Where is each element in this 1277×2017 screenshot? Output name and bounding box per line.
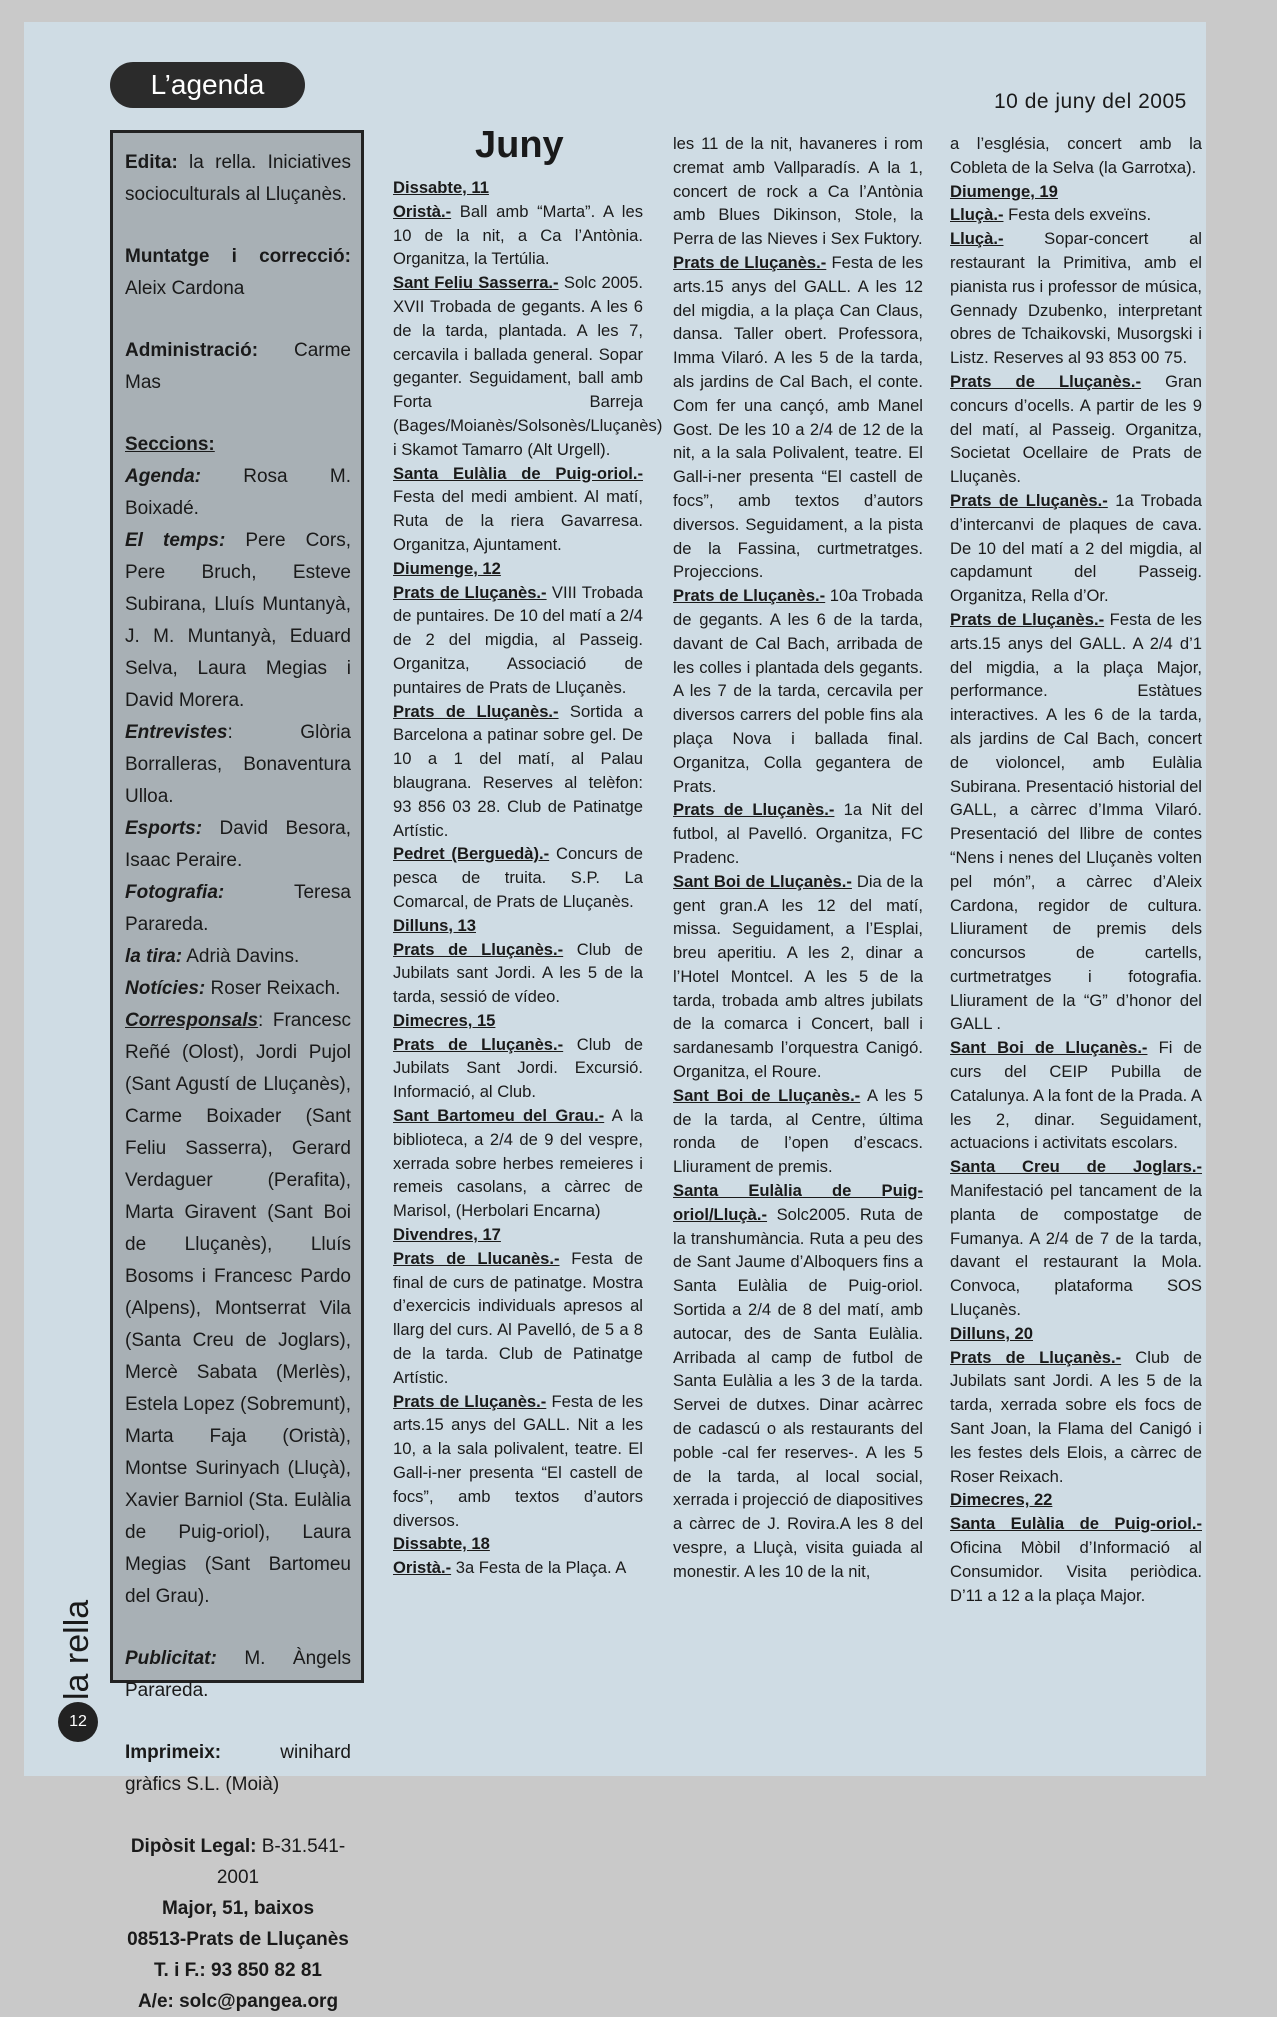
agenda-entry <box>673 1179 923 1584</box>
agenda-column-2 <box>673 132 923 1584</box>
agenda-entry-text: 1a Trobada d’intercanvi de plaques de cava. De 10 del matí a 2 del migdia, al capdamunt del Passeig. Organitza, Rella d’Or. <box>950 490 1202 606</box>
agenda-column-3 <box>950 132 1202 1607</box>
month-title: Juny <box>475 124 564 166</box>
credit-legal: Dipòsit Legal: B-31.541-2001 Major, 51, baixos 08513-Prats de Lluçanès T. i F.: 93 850 82 81 A/e: solc@pangea.org <box>125 1831 351 2017</box>
agenda-entry-text: Solc2005. Ruta de la transhumància. Ruta a peu des de Sant Jaume d’Alboquers fins a Santa Eulàlia de Puig-oriol. Sortida a 2/4 de 8 del matí, amb autocar, des de Santa Eulàlia. Arribada al camp de futbol de Santa Eulàlia a les 3 de la tarda. Servei de dutxes. Dinar acàrrec de cadascú o als restaurants del poble -cal fer reserves-. A les 5 de la tarda, al local social, xerrada i projecció de diapositives a càrrec de J. Rovira.A les 8 del vespre, a Lluçà, visita guiada al monestir. A les 10 de la nit, <box>673 1204 923 1581</box>
agenda-entry <box>393 842 643 913</box>
agenda-entry <box>393 700 643 843</box>
agenda-entry-place: Prats de Lluçanès.- <box>393 701 559 721</box>
agenda-entry <box>950 370 1202 489</box>
agenda-entry-place: Prats de Lluçanès.- <box>673 252 827 272</box>
agenda-entry-place: Prats de Lluçanès.- <box>393 939 564 959</box>
agenda-day-heading: Dissabte, 18 <box>393 1534 490 1554</box>
agenda-entry-text: Concurs de pesca de truita. S.P. La Comarcal, de Prats de Lluçanès. <box>393 844 644 911</box>
agenda-day-heading: Dimecres, 22 <box>950 1490 1053 1510</box>
agenda-day-heading: Diumenge, 12 <box>393 558 501 578</box>
agenda-entry <box>393 1104 643 1223</box>
agenda-entry-text: Festa de les arts.15 anys del GALL. Nit a les 10, a la sala polivalent, teatre. El Gall-i-ner presenta “El castell de focs”, amb textos d’autors diversos. <box>393 1391 643 1530</box>
agenda-entry-place: Prats de Lluçanès.- <box>950 371 1142 391</box>
agenda-day-heading: Dilluns, 20 <box>950 1323 1033 1343</box>
agenda-entry-text: Club de Jubilats sant Jordi. A les 5 de la tarda, sessió de vídeo. <box>393 939 643 1007</box>
agenda-entry-place: Prats de Lluçanès.- <box>393 1034 564 1054</box>
agenda-entry <box>950 1036 1202 1155</box>
agenda-entry-text: Manifestació pel tancament de la planta de compostatge de Fumanya. A 2/4 de 7 de la tarda, davant el restaurant la Mola. Convoca, plataforma SOS Lluçanès. <box>950 1181 1202 1320</box>
agenda-entry-place: Lluçà.- <box>950 229 1004 249</box>
agenda-entry-text: A la biblioteca, a 2/4 de 9 del vespre, xerrada sobre herbes remeieres i remeis casolans, a càrrec de Marisol, (Herbolari Encarna) <box>393 1106 643 1221</box>
agenda-entry <box>950 608 1202 1036</box>
agenda-entry-place: Santa Eulàlia de Puig-oriol/Lluçà.- <box>673 1181 923 1224</box>
agenda-entry <box>393 271 663 461</box>
agenda-entry-text: Festa de les arts.15 anys del GALL. A les 12 del migdia, a la plaça Can Claus, dansa. Taller obert. Professora, Imma Vilaró. A les 5 de la tarda, als jardins de Cal Bach, el conte. Com fer una cançó, amb Manel Gost. De les 10 a 2/4 de 12 de la nit, a la sala Polivalent, teatre. El Gall-i-ner presenta “El castell de focs”, amb textos d’autors diversos. Seguidament, a la pista de la Fassina, curtmetratges. Projeccions. <box>673 252 923 582</box>
agenda-entry-place: Prats de Lluçanès.- <box>950 1347 1122 1367</box>
agenda-entry-place: Prats de Lluçanès.- <box>393 1391 547 1411</box>
agenda-entry-text: VIII Trobada de puntaires. De 10 del matí a 2/4 de 2 del migdia, al Passeig. Organitza, Associació de puntaires de Prats de Lluçanès. <box>393 582 643 697</box>
credit-edita: Edita: la rella. Iniciatives socioculturals al Lluçanès. <box>125 152 351 205</box>
agenda-entry <box>950 1512 1202 1607</box>
address-line-1: Major, 51, baixos <box>161 1898 315 1919</box>
credit-publicitat: Publicitat: M. Àngels Parareda. <box>125 1648 351 1701</box>
agenda-entry-text: Ball amb “Marta”. A les 10 de la nit, a Ca l’Antònia. Organitza, la Tertúlia. <box>393 201 643 269</box>
agenda-entry <box>673 870 923 1084</box>
agenda-entry-text: a l’església, concert amb la Cobleta de la Selva (la Garrotxa). <box>950 134 1202 177</box>
credit-muntatge: Muntatge i correcció: Aleix Cardona <box>125 246 351 299</box>
agenda-entry <box>950 1346 1202 1489</box>
agenda-entry <box>673 251 923 584</box>
agenda-entry <box>950 1155 1202 1322</box>
agenda-entry-place: Pedret (Berguedà).- <box>393 844 550 864</box>
agenda-entry-place: Sant Boi de Lluçanès.- <box>673 1085 861 1105</box>
agenda-entry-text: Festa del medi ambient. Al matí, Ruta de la riera Gavarresa. Organitza, Ajuntament. <box>393 487 643 554</box>
agenda-entry <box>393 1033 643 1104</box>
agenda-entry-text: Festa de les arts.15 anys del GALL. A 2/4 d’1 del migdia, a la plaça Major, performance. Estàtues interactives. A les 6 de la tarda, als jardins de Cal Bach, concert de violoncel, amb Eulàlia Subirana. Presentació historial del GALL, a càrrec d’Imma Vilaró. Presentació del llibre de contes “Nens i nenes del Lluçanès volten pel món”, a càrrec d’Aleix Cardona, regidor de cultura. Lliurament de premis dels concursos de cartells, curtmetratges i fotografia. Lliurament de la “G” d’honor del GALL . <box>950 609 1202 1034</box>
agenda-entry-text: les 11 de la nit, havaneres i rom cremat amb Vallparadís. A la 1, concert de rock a Ca l’Antònia amb Blues Dikinson, Stole, la Perra de las Nieves i Sex Fuktory. <box>673 134 923 249</box>
page-number: 12 <box>58 1702 98 1742</box>
agenda-entry-place: Prats de Llucanès.- <box>393 1248 560 1268</box>
agenda-entry <box>950 203 1202 227</box>
agenda-entry-place: Sant Boi de Lluçanès.- <box>673 871 852 891</box>
agenda-entry <box>673 132 923 251</box>
agenda-entry-place: Santa Eulàlia de Puig-oriol.- <box>393 463 643 483</box>
agenda-entry-place: Santa Eulàlia de Puig-oriol.- <box>950 1514 1202 1534</box>
agenda-entry-place: Prats de Lluçanès.- <box>950 609 1105 629</box>
agenda-entry-text: Dia de la gent gran.A les 12 del matí, missa. Seguidament, a l’Esplai, breu aperitiu. A les 2, dinar a l’Hotel Montcel. A les 5 de la tarda, trobada amb altres jubilats de la comarca i Concert, ball i sardanesamb l’orquestra Canigó. Organitza, el Roure. <box>673 871 923 1082</box>
agenda-entry-text: Sopar-concert al restaurant la Primitiva, amb el pianista rus i professor de música, Gennady Dzubenko, interpretant obres de Tchaikovski, Musorgski i Listz. Reserves al 93 853 00 75. <box>950 229 1202 368</box>
agenda-entry-text: 10a Trobada de gegants. A les 6 de la tarda, davant de Cal Bach, arribada de les colles i plantada dels gegants. A les 7 de la tarda, cercavila per diversos carrers del poble fins ala plaça Nova i ballada final. Organitza, Colla gegantera de Prats. <box>673 586 923 796</box>
agenda-entry <box>393 1247 643 1390</box>
agenda-entry-place: Prats de Lluçanès.- <box>673 586 826 606</box>
agenda-entry-place: Oristà.- <box>393 201 452 221</box>
agenda-entry <box>393 1556 643 1580</box>
agenda-day-heading: Diumenge, 19 <box>950 181 1058 201</box>
agenda-day-heading: Dimecres, 15 <box>393 1010 496 1030</box>
credits-box <box>110 130 364 2012</box>
agenda-entry-text: Fi de curs del CEIP Pubilla de Catalunya. A la font de la Prada. A les 2, dinar. Seguidament, actuacions i activitats escolars. <box>950 1038 1202 1153</box>
agenda-entry-place: Santa Creu de Joglars.- <box>950 1157 1202 1177</box>
address-line-2: 08513-Prats de Lluçanès <box>127 1929 349 1950</box>
agenda-entry-text: Gran concurs d’ocells. A partir de les 9 del matí, al Passeig. Organitza, Societat Ocellaire de Prats de Lluçanès. <box>950 371 1202 487</box>
agenda-entry <box>950 489 1202 608</box>
agenda-entry-place: Prats de Lluçanès.- <box>673 800 835 820</box>
agenda-entry-text: 3a Festa de la Plaça. A <box>451 1558 627 1578</box>
agenda-entry <box>950 227 1202 370</box>
agenda-entry-place: Sant Bartomeu del Grau.- <box>393 1106 605 1126</box>
credit-admin: Administració: Carme Mas <box>125 340 351 393</box>
agenda-entry-text: Club de Jubilats Sant Jordi. Excursió. Informació, al Club. <box>393 1034 643 1102</box>
agenda-entry <box>673 584 923 798</box>
agenda-entry-text: Festa dels exveïns. <box>1003 205 1152 225</box>
agenda-entry-place: Oristà.- <box>393 1558 452 1578</box>
agenda-entry-place: Prats de Lluçanès.- <box>950 490 1108 510</box>
agenda-entry <box>393 200 643 271</box>
credit-imprimeix: Imprimeix: winihard gràfics S.L. (Moià) <box>125 1742 351 1795</box>
agenda-entry-text: A les 5 de la tarda, al Centre, última ronda de l’open d’escacs. Lliurament de premis. <box>673 1085 923 1177</box>
issue-date: 10 de juny del 2005 <box>994 90 1187 113</box>
agenda-entry <box>393 462 643 557</box>
agenda-entry-place: Lluçà.- <box>950 205 1004 225</box>
agenda-entry-text: Festa de final de curs de patinatge. Mostra d’exercicis individuals apresos al llarg del curs. Al Pavelló, de 5 a 8 de la tarda. Club de Patinatge Artístic. <box>393 1248 643 1387</box>
agenda-entry-text: Oficina Mòbil d’Informació al Consumidor. Visita periòdica. D’11 a 12 a la plaça Major. <box>950 1538 1202 1605</box>
brand-vertical: la rella <box>58 1599 96 1700</box>
agenda-entry <box>673 798 923 869</box>
agenda-entry-place: Sant Boi de Lluçanès.- <box>950 1038 1148 1058</box>
email-line: A/e: solc@pangea.org <box>137 1991 339 2012</box>
agenda-day-heading: Dissabte, 11 <box>393 178 489 197</box>
agenda-day-heading: Divendres, 17 <box>393 1225 501 1245</box>
phone-line: T. i F.: 93 850 82 81 <box>154 1960 322 1981</box>
agenda-entry <box>673 1084 923 1179</box>
agenda-entry-text: Sortida a Barcelona a patinar sobre gel. De 10 a 1 del matí, al Palau blaugrana. Reserves al telèfon: 93 856 03 28. Club de Patinatge Artístic. <box>393 701 643 840</box>
agenda-entry <box>950 132 1202 180</box>
agenda-day-heading: Dilluns, 13 <box>393 915 476 935</box>
credit-seccions: Seccions: Agenda: Rosa M. Boixadé. El temps: Pere Cors, Pere Bruch, Esteve Subirana, Lluís Muntanyà, J. M. Muntanyà, Eduard Selva, Laura Megias i David Morera. Entrevistes: Glòria Borralleras, Bonaventura Ulloa. Esports: David Besora, Isaac Peraire. Fotografia: Teresa Parareda. la tira: Adrià Davins. Notícies: Roser Reixach. Corresponsals: Francesc Reñé (Olost), Jordi Pujol (Sant Agustí de Lluçanès), Carme Boixader (Sant Feliu Sasserra), Gerard Verdaguer (Perafita), Marta Giravent (Sant Boi de Lluçanès), Lluís Bosoms i Francesc Pardo (Alpens), Montserrat Vila (Santa Creu de Joglars), Mercè Sabata (Merlès), Estela Lopez (Sobremunt), Marta Faja (Oristà), Montse Surinyach (Lluçà), Xavier Barniol (Sta. Eulàlia de Puig-oriol), Laura Megias (Sant Bartomeu del Grau). <box>125 434 352 1607</box>
agenda-entry-place: Sant Feliu Sasserra.- <box>393 273 559 293</box>
agenda-entry <box>393 938 643 1009</box>
section-header: L’agenda <box>110 62 305 108</box>
agenda-entry <box>393 581 643 700</box>
agenda-entry <box>393 1390 643 1533</box>
agenda-entry-text: 1a Nit del futbol, al Pavelló. Organitza, FC Pradenc. <box>673 800 923 867</box>
agenda-entry-text: Club de Jubilats sant Jordi. A les 5 de la tarda, xerrada sobre els focs de Sant Joan, la Flama del Canigó i les festes dels Elois, a càrrec de Roser Reixach. <box>950 1347 1202 1486</box>
agenda-entry-place: Prats de Lluçanès.- <box>393 582 547 602</box>
agenda-column-1 <box>393 176 663 1580</box>
agenda-entry-text: Solc 2005. XVII Trobada de gegants. A les 6 de la tarda, plantada. A les 7, cercavila i ballada general. Sopar geganter. Seguidament, ball amb Forta Barreja (Bages/Moianès/Solsonès/Lluçanès) i Skamot Tamarro (Alt Urgell). <box>393 273 663 459</box>
